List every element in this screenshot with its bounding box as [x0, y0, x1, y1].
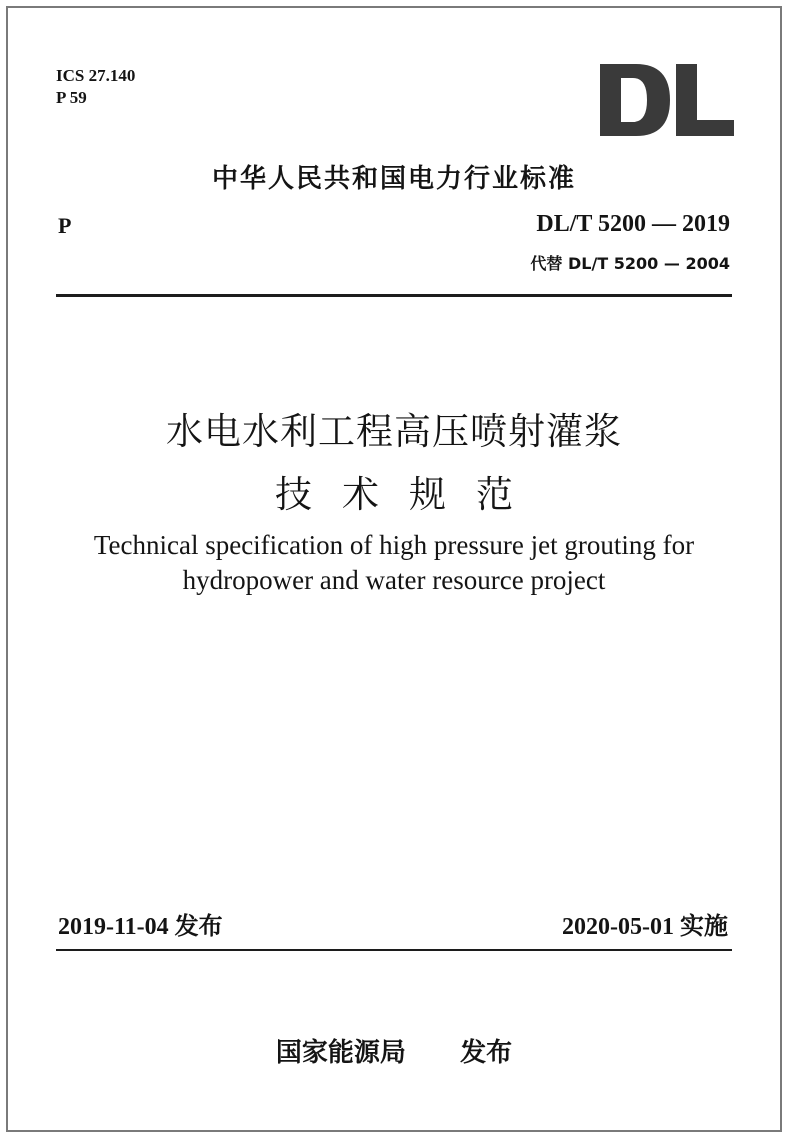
standard-cover: [6, 6, 782, 1132]
dl-logo: [600, 64, 734, 136]
category-letter: P: [58, 213, 72, 238]
replaces-standard: 代替 DL/T 5200 — 2004: [530, 254, 730, 273]
implementation-date: 2020-05-01 实施: [562, 914, 728, 940]
issue-date: 2019-11-04 发布: [58, 914, 223, 940]
standard-number: DL/T 5200 — 2019: [536, 211, 730, 237]
issuing-authority: 国家能源局 发布: [275, 1038, 513, 1068]
dl-logo-letter-d: [600, 64, 670, 136]
industry-standard-heading: 中华人民共和国电力行业标准: [211, 164, 576, 194]
title-chinese-line1: 水电水利工程高压喷射灌浆: [166, 412, 622, 453]
bottom-divider: [56, 949, 732, 951]
title-english-line1: Technical specification of high pressure jet grouting for: [93, 530, 695, 560]
title-chinese-line2: 技术规范: [275, 475, 543, 516]
top-divider: [56, 294, 732, 297]
ics-code: ICS 27.140: [56, 66, 136, 85]
ccs-code: P 59: [56, 88, 87, 107]
dl-logo-letter-l: [676, 64, 734, 136]
title-english-line2: hydropower and water resource project: [182, 565, 606, 595]
